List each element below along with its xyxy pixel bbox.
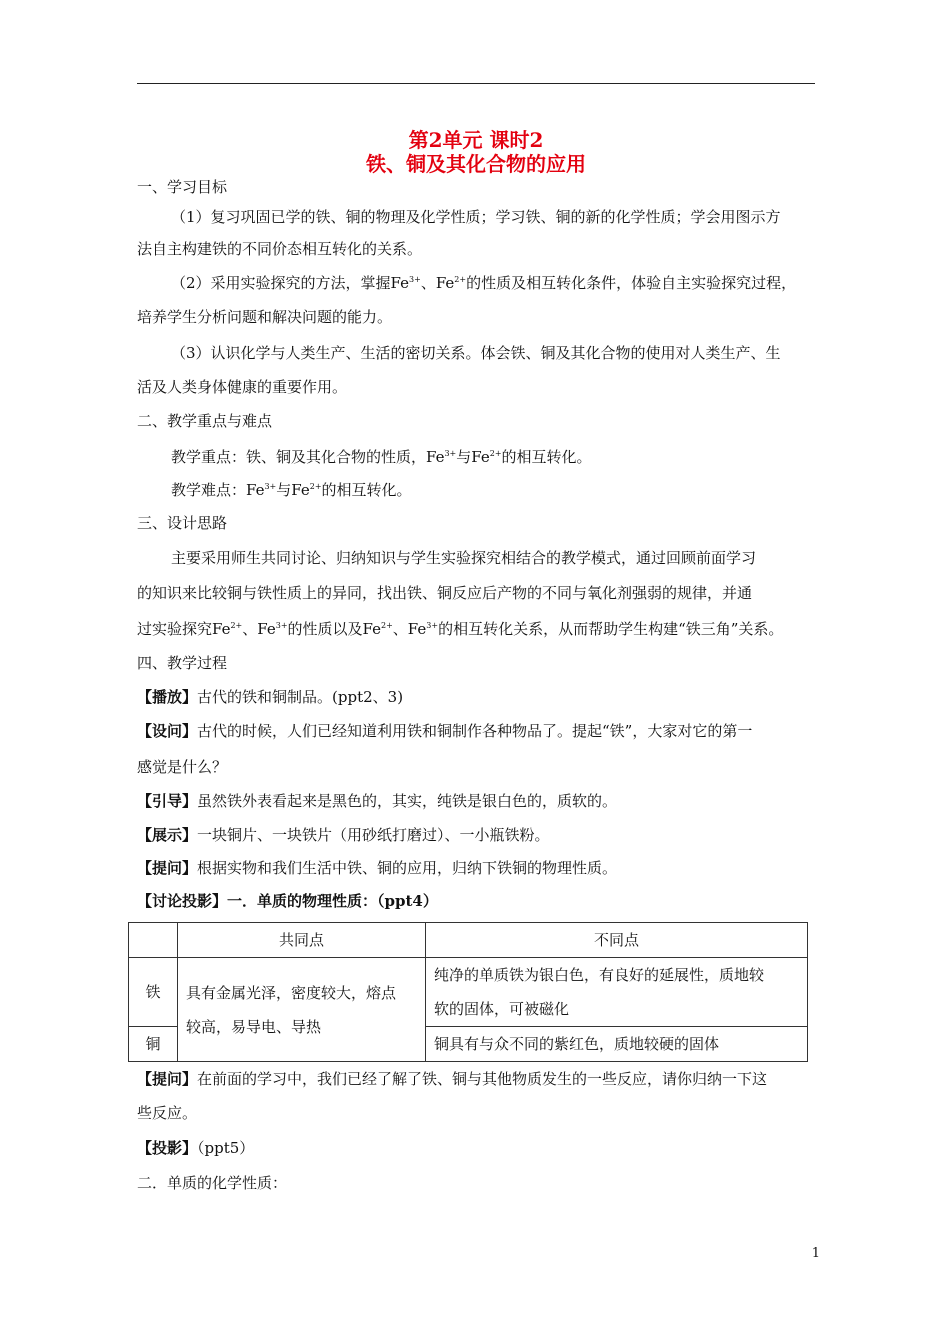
header-common: 共同点 (178, 923, 426, 958)
page-number: 1 (811, 1246, 820, 1261)
after-projection: 【投影】（ppt5） (137, 1139, 255, 1157)
section4-heading: 四、教学过程 (137, 654, 228, 672)
goal2-line2: 培养学生分析问题和解决问题的能力。 (137, 308, 393, 326)
goal1-line1: （1）复习巩固已学的铁、铜的物理及化学性质；学习铁、铜的新的化学性质；学会用图示方 (171, 208, 781, 226)
doc-title-unit: 第2单元 课时2 (408, 128, 544, 152)
process-ask: 【提问】根据实物和我们生活中铁、铜的应用，归纳下铁铜的物理性质。 (137, 859, 618, 877)
process-show: 【展示】一块铜片、一块铁片（用砂纸打磨过）、一小瓶铁粉。 (137, 826, 550, 844)
common-properties: 具有金属光泽，密度较大，熔点 较高，易导电、导热 (178, 958, 426, 1062)
header-different: 不同点 (426, 923, 808, 958)
header-rule (137, 83, 815, 84)
table-header-row (129, 923, 808, 958)
goal3-line2: 活及人类身体健康的重要作用。 (137, 378, 348, 396)
chem-properties-heading: 二．单质的化学性质： (137, 1174, 288, 1192)
iron-difference: 纯净的单质铁为银白色，有良好的延展性，质地较 软的固体，可被磁化 (426, 958, 808, 1027)
table-corner-cell (129, 923, 178, 958)
copper-difference: 铜具有与众不同的紫红色，质地较硬的固体 (426, 1027, 808, 1062)
process-guide: 【引导】虽然铁外表看起来是黑色的，其实，纯铁是银白色的，质软的。 (137, 792, 618, 810)
table-row-iron (129, 958, 808, 1027)
process-question-line2: 感觉是什么？ (137, 758, 228, 776)
section1-heading: 一、学习目标 (137, 178, 228, 196)
key-point: 教学重点：铁、铜及其化合物的性质，$Fe^{3+}$与$Fe^{2+}$的相互转化。 (171, 448, 592, 466)
difficult-point: 教学难点：$Fe^{3+}$与$Fe^{2+}$的相互转化。 (171, 481, 412, 499)
design-line1: 主要采用师生共同讨论、归纳知识与学生实验探究相结合的教学模式，通过回顾前面学习 (171, 549, 757, 567)
doc-title-topic: 铁、铜及其化合物的应用 (366, 152, 586, 176)
after-question-line2: 些反应。 (137, 1104, 198, 1122)
process-discussion: 【讨论投影】一．单质的物理性质：（ppt4） (137, 892, 438, 910)
row-label-iron: 铁 (129, 958, 178, 1027)
process-question-line1: 【设问】古代的时候，人们已经知道利用铁和铜制作各种物品了。提起“铁”，大家对它的第一 (137, 722, 753, 740)
goal1-line2: 法自主构建铁的不同价态相互转化的关系。 (137, 240, 423, 258)
design-line2: 的知识来比较铜与铁性质上的异同，找出铁、铜反应后产物的不同与氧化剂强弱的规律，并通 (137, 584, 753, 602)
physical-properties-table (128, 922, 808, 1062)
row-label-copper: 铜 (129, 1027, 178, 1062)
section2-heading: 二、教学重点与难点 (137, 412, 273, 430)
goal2-line1: （2）采用实验探究的方法，掌握$Fe^{3+}$、$Fe^{2+}$的性质及相互转化条件，体验自主实验探究过程， (171, 274, 797, 292)
design-line3: 过实验探究$Fe^{2+}$、$Fe^{3+}$的性质以及$Fe^{2+}$、$Fe^{3+}$的相互转化关系，从而帮助学生构建“铁三角”关系。 (137, 620, 784, 638)
section3-heading: 三、设计思路 (137, 514, 228, 532)
goal3-line1: （3）认识化学与人类生产、生活的密切关系。体会铁、铜及其化合物的使用对人类生产、生 (171, 344, 781, 362)
after-question-line1: 【提问】在前面的学习中，我们已经了解了铁、铜与其他物质发生的一些反应，请你归纳一下这 (137, 1070, 768, 1088)
process-play: 【播放】古代的铁和铜制品。(ppt2、3) (137, 688, 404, 706)
